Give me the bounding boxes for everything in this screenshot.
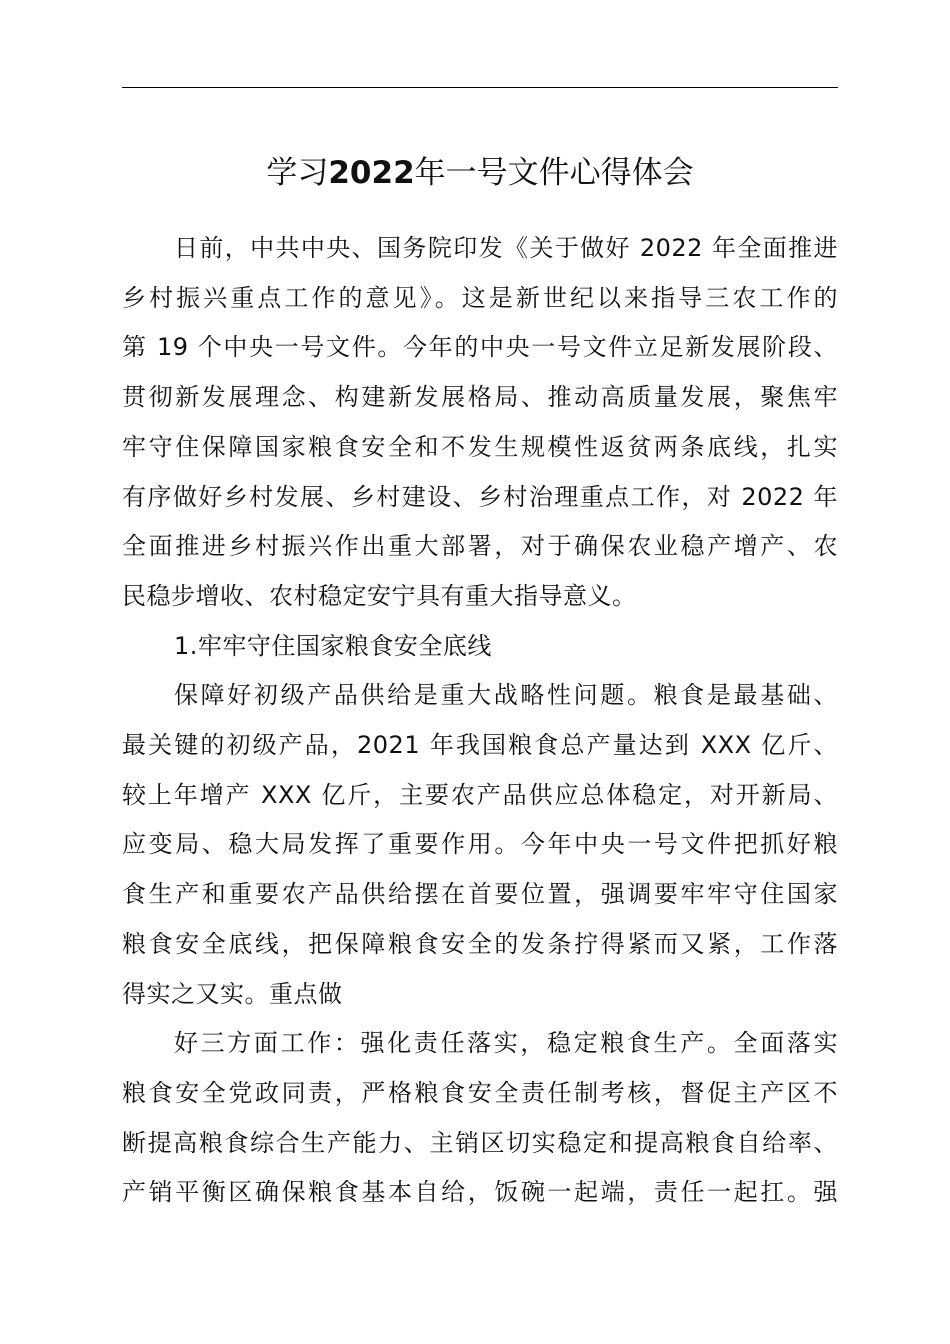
text-line: 牢守住保障国家粮食安全和不发生规模性返贫两条底线，扎实: [122, 432, 838, 461]
title-suffix: 年一号文件心得体会: [414, 155, 694, 191]
text-line: 全面推进乡村振兴作出重大部署，对于确保农业稳产增产、农: [122, 532, 838, 561]
text-line: 好三方面工作：强化责任落实，稳定粮食生产。全面落实: [174, 1029, 838, 1058]
text-line: 民稳步增收、农村稳定安宁具有重大指导意义。: [122, 581, 637, 610]
header-rule: [122, 87, 838, 88]
text-line: 贯彻新发展理念、构建新发展格局、推动高质量发展，聚焦牢: [122, 383, 838, 412]
document-body: [122, 224, 838, 1218]
text-line: 日前，中共中央、国务院印发《关于做好 2022 年全面推进: [174, 234, 838, 262]
text-line: 乡村振兴重点工作的意见》。这是新世纪以来指导三农工作的: [122, 283, 838, 312]
text-line: 应变局、稳大局发挥了重要作用。今年中央一号文件把抓好粮: [122, 830, 838, 859]
page-title: [122, 146, 838, 200]
paragraph-intro: [122, 224, 838, 622]
heading-line: 1.牢牢守住国家粮食安全底线: [174, 631, 492, 660]
text-line: 食生产和重要农产品供给摆在首要位置，强调要牢牢守住国家: [122, 880, 838, 909]
text-line: 产销平衡区确保粮食基本自给，饭碗一起端，责任一起扛。强: [122, 1178, 838, 1207]
text-line: 保障好初级产品供给是重大战略性问题。粮食是最基础、: [174, 681, 838, 710]
text-line: 第 19 个中央一号文件。今年的中央一号文件立足新发展阶段、: [122, 333, 838, 362]
text-line: 有序做好乡村发展、乡村建设、乡村治理重点工作，对 2022 年: [122, 482, 838, 511]
title-prefix: 学习: [266, 155, 329, 191]
text-line: 粮食安全底线，把保障粮食安全的发条拧得紧而又紧，工作落: [122, 929, 838, 958]
text-line: 较上年增产 XXX 亿斤，主要农产品供应总体稳定，对开新局、: [122, 780, 838, 809]
paragraph-grain-supply: [122, 671, 838, 1019]
text-line: 最关键的初级产品，2021 年我国粮食总产量达到 XXX 亿斤、: [122, 731, 838, 760]
title-year: 2022: [328, 155, 415, 191]
section-heading: [122, 622, 838, 672]
text-line: 断提高粮食综合生产能力、主销区切实稳定和提高粮食自给率、: [122, 1128, 838, 1157]
paragraph-three-tasks: [122, 1019, 838, 1218]
text-line: 得实之又实。重点做: [122, 979, 343, 1008]
text-line: 粮食安全党政同责，严格粮食安全责任制考核，督促主产区不: [122, 1078, 838, 1107]
